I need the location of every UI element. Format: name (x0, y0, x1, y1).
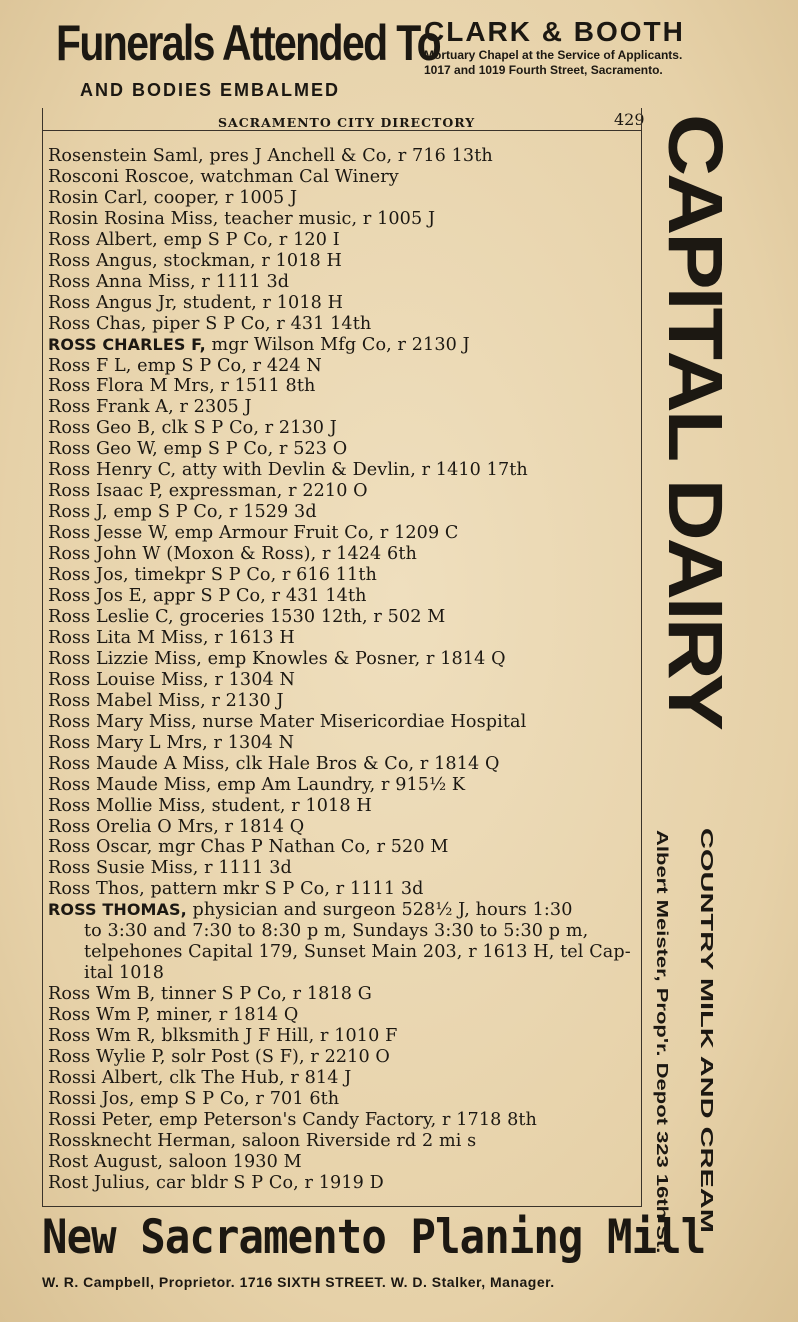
directory-entry: Ross Chas, piper S P Co, r 431 14th (48, 313, 372, 334)
directory-entry: Ross J, emp S P Co, r 1529 3d (48, 502, 317, 523)
funerals-headline: Funerals Attended To (56, 15, 441, 71)
directory-entry: Ross Jesse W, emp Armour Fruit Co, r 1209 C (48, 523, 459, 544)
directory-entry: Ross Maude A Miss, clk Hale Bros & Co, r 1814 Q (48, 753, 500, 774)
directory-entry: Ross Geo B, clk S P Co, r 2130 J (48, 418, 337, 439)
top-advertisement (0, 0, 798, 108)
entry-continuation: telpehones Capital 179, Sunset Main 203, r 1613 H, tel Cap- (84, 942, 631, 963)
directory-entry: Ross Jos E, appr S P Co, r 431 14th (48, 586, 367, 607)
directory-entry: Rossknecht Herman, saloon Riverside rd 2 mi s (48, 1130, 477, 1151)
directory-entry: Ross Angus Jr, student, r 1018 H (48, 292, 344, 313)
directory-entry: Ross F L, emp S P Co, r 424 N (48, 355, 322, 376)
directory-entry: Ross Jos, timekpr S P Co, r 616 11th (48, 565, 377, 586)
clark-booth-title: CLARK & BOOTH (424, 16, 685, 47)
directory-entry: Rost August, saloon 1930 M (48, 1151, 302, 1172)
directory-entry: Ross Thos, pattern mkr S P Co, r 1111 3d (48, 879, 424, 900)
directory-entry: Ross Mary L Mrs, r 1304 N (48, 732, 295, 753)
entry-continuation: ital 1018 (84, 963, 165, 984)
directory-entry (48, 900, 642, 984)
entry-continuation: to 3:30 and 7:30 to 8:30 p m, Sundays 3:30 to 5:30 p m, (84, 921, 589, 942)
directory-entry: Ross Wm B, tinner S P Co, r 1818 G (48, 984, 372, 1005)
directory-entry: Ross Susie Miss, r 1111 3d (48, 858, 292, 879)
directory-entry: Ross Mabel Miss, r 2130 J (48, 690, 284, 711)
directory-entry: Ross John W (Moxon & Ross), r 1424 6th (48, 544, 417, 565)
running-head: SACRAMENTO CITY DIRECTORY (218, 115, 476, 130)
directory-entry: Rost Julius, car bldr S P Co, r 1919 D (48, 1172, 384, 1193)
directory-entry: Ross Wm R, blksmith J F Hill, r 1010 F (48, 1026, 398, 1047)
entry-name-bold: ROSS THOMAS, (48, 900, 187, 920)
planing-mill-title: New Sacramento Planing Mill (42, 1210, 706, 1265)
directory-entry: Ross Orelia O Mrs, r 1814 Q (48, 816, 305, 837)
directory-entry: Ross Isaac P, expressman, r 2210 O (48, 481, 368, 502)
directory-entry: Rossi Jos, emp S P Co, r 701 6th (48, 1088, 340, 1109)
directory-entry: Ross Mary Miss, nurse Mater Misericordiae Hospital (48, 711, 527, 732)
directory-entry: Ross Geo W, emp S P Co, r 523 O (48, 439, 348, 460)
entry-details: physician and surgeon 528½ J, hours 1:30 (186, 900, 573, 921)
entry-name-bold: ROSS CHARLES F, (48, 334, 206, 354)
directory-entry: Ross Albert, emp S P Co, r 120 I (48, 229, 340, 250)
directory-entry: Rosenstein Saml, pres J Anchell & Co, r 716 13th (48, 146, 493, 166)
directory-entry: Rossi Albert, clk The Hub, r 814 J (48, 1067, 352, 1088)
directory-entry: Rosin Carl, cooper, r 1005 J (48, 187, 298, 208)
entry-details: mgr Wilson Mfg Co, r 2130 J (205, 334, 470, 355)
directory-entry: Ross Lita M Miss, r 1613 H (48, 627, 295, 648)
capital-dairy-title: CAPITAL DAIRY (651, 114, 739, 728)
directory-entry: Ross Wm P, miner, r 1814 Q (48, 1005, 299, 1026)
directory-entry: Rosin Rosina Miss, teacher music, r 1005 J (48, 208, 436, 229)
directory-entry: Ross Leslie C, groceries 1530 12th, r 502 M (48, 606, 446, 627)
directory-entries (48, 146, 642, 1194)
directory-entry: Ross Frank A, r 2305 J (48, 397, 252, 418)
clark-booth-subtitle: Mortuary Chapel at the Service of Applicants. 1017 and 1019 Fourth Street, Sacramento. (424, 48, 683, 77)
country-milk-line: COUNTRY MILK AND CREAM (696, 828, 717, 1233)
directory-entry (48, 335, 642, 356)
directory-entry: Ross Lizzie Miss, emp Knowles & Posner, r 1814 Q (48, 648, 506, 669)
directory-entry: Ross Wylie P, solr Post (S F), r 2210 O (48, 1046, 390, 1067)
page-number: 429 (614, 110, 645, 129)
directory-entry: Rosconi Roscoe, watchman Cal Winery (48, 166, 399, 187)
directory-entry: Ross Angus, stockman, r 1018 H (48, 250, 342, 271)
planing-mill-subline: W. R. Campbell, Proprietor. 1716 SIXTH STREET. W. D. Stalker, Manager. (42, 1274, 555, 1290)
directory-entry: Ross Mollie Miss, student, r 1018 H (48, 795, 372, 816)
directory-entry: Rossi Peter, emp Peterson's Candy Factory, r 1718 8th (48, 1109, 537, 1130)
directory-entry: Ross Louise Miss, r 1304 N (48, 669, 296, 690)
directory-entry: Ross Flora M Mrs, r 1511 8th (48, 376, 316, 397)
funerals-subline: AND BODIES EMBALMED (80, 80, 341, 100)
directory-entry: Ross Maude Miss, emp Am Laundry, r 915½ K (48, 774, 466, 795)
directory-entry: Ross Oscar, mgr Chas P Nathan Co, r 520 M (48, 837, 449, 858)
directory-entry: Ross Henry C, atty with Devlin & Devlin, r 1410 17th (48, 460, 528, 481)
albert-meister-line: Albert Meister, Prop'r. Depot 323 16th St. (653, 830, 672, 1254)
directory-entry: Ross Anna Miss, r 1111 3d (48, 271, 290, 292)
